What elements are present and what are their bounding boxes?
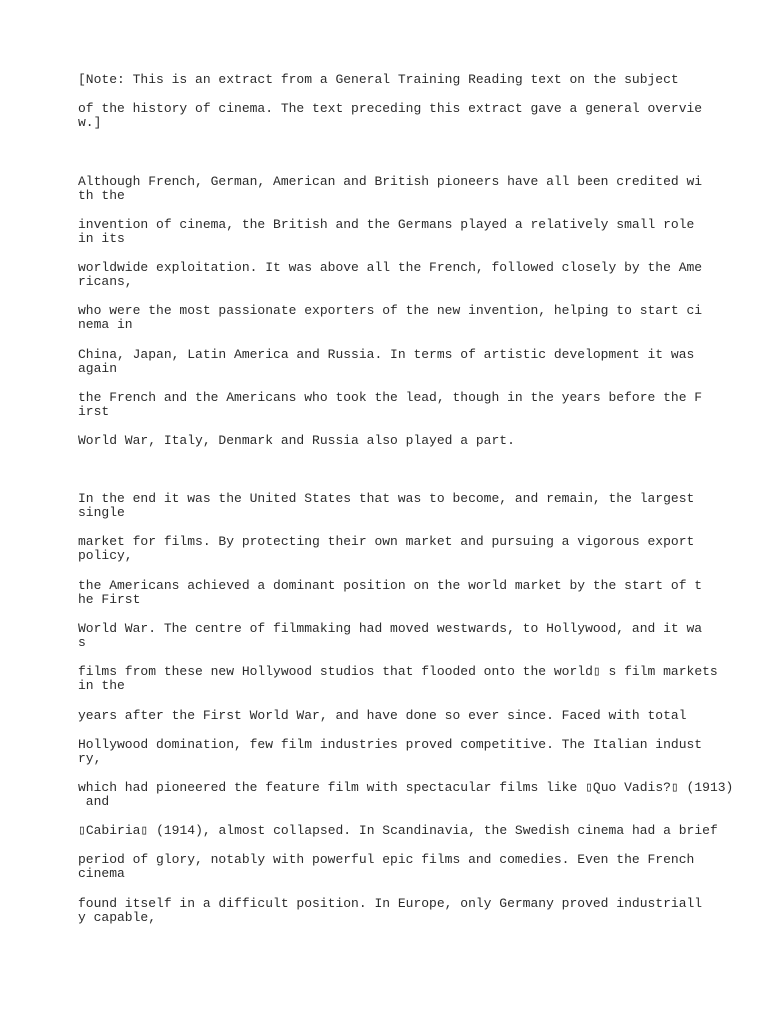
paragraph-2-line-6: years after the First World War, and have done so ever since. Faced with total <box>78 708 687 723</box>
paragraph-2-line-5: films from these new Hollywood studios that flooded onto the world▯ s film markets in the <box>78 664 718 693</box>
paragraph-2-line-3: the Americans achieved a dominant position on the world market by the start of t he First <box>78 578 703 607</box>
paragraph-2-line-10: period of glory, notably with powerful epic films and comedies. Even the French cinema <box>78 852 695 881</box>
paragraph-1-line-5: China, Japan, Latin America and Russia. In terms of artistic development it was again <box>78 347 695 376</box>
paragraph-1-line-4: who were the most passionate exporters of the new invention, helping to start ci nema in <box>78 303 703 332</box>
paragraph-2-line-4: World War. The centre of filmmaking had moved westwards, to Hollywood, and it wa s <box>78 621 703 650</box>
paragraph-1-line-3: worldwide exploitation. It was above all the French, followed closely by the Ame ricans, <box>78 260 703 289</box>
paragraph-1-line-7: World War, Italy, Denmark and Russia also played a part. <box>78 433 515 448</box>
paragraph-2-line-7: Hollywood domination, few film industries proved competitive. The Italian indust ry, <box>78 737 703 766</box>
paragraph-1-line-2: invention of cinema, the British and the Germans played a relatively small role in its <box>78 217 695 246</box>
paragraph-2-line-2: market for films. By protecting their own market and pursuing a vigorous export policy, <box>78 534 695 563</box>
paragraph-1-line-1: Although French, German, American and British pioneers have all been credited wi th the <box>78 174 703 203</box>
paragraph-2-line-8: which had pioneered the feature film with spectacular films like ▯Quo Vadis?▯ (1913) and <box>78 780 734 809</box>
note-line-1: [Note: This is an extract from a General Training Reading text on the subject <box>78 72 679 87</box>
note-line-2: of the history of cinema. The text preceding this extract gave a general overvie w.] <box>78 101 703 130</box>
paragraph-2-line-11: found itself in a difficult position. In Europe, only Germany proved industriall y capable, <box>78 896 703 925</box>
paragraph-2-line-1: In the end it was the United States that was to become, and remain, the largest single <box>78 491 695 520</box>
paragraph-1-line-6: the French and the Americans who took the lead, though in the years before the F irst <box>78 390 703 419</box>
paragraph-2-line-9: ▯Cabiria▯ (1914), almost collapsed. In Scandinavia, the Swedish cinema had a brief <box>78 823 718 838</box>
